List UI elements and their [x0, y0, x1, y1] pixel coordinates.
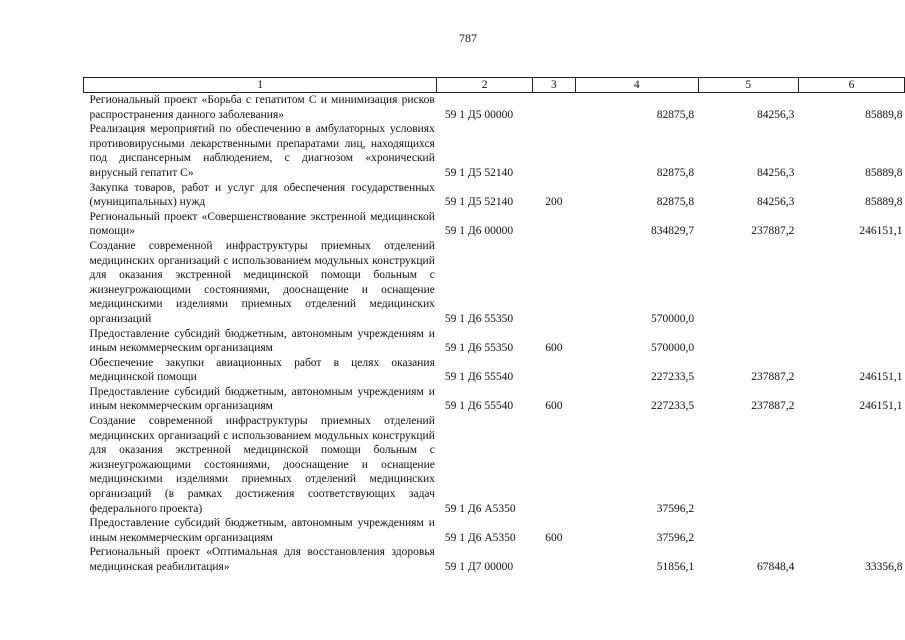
- row-code: 59 1 Д6 55350: [444, 312, 514, 325]
- table-row: [84, 327, 905, 356]
- table-row: [84, 122, 905, 180]
- row-value-3: [798, 414, 904, 516]
- row-value-2: [698, 516, 798, 545]
- table-row: [84, 239, 905, 327]
- row-value-3: 85889,8: [865, 196, 903, 209]
- row-value-1: 82875,8: [656, 108, 695, 121]
- page-number: 787: [459, 31, 477, 45]
- row-code: 59 1 Д6 55540: [444, 371, 514, 384]
- row-code: 59 1 Д6 А5350: [444, 531, 516, 544]
- header-col-6: 6: [798, 78, 904, 93]
- row-value-3: 85889,8: [865, 166, 903, 179]
- row-value-2: [698, 414, 798, 516]
- row-value-1: 570000,0: [650, 342, 695, 355]
- row-value-2: [698, 239, 798, 327]
- row-value-1: 227233,5: [650, 400, 695, 413]
- row-vr: [532, 545, 575, 574]
- table-header-row: [84, 78, 905, 93]
- row-name: Реализация мероприятий по обеспечению в амбулаторных условиях противовирусными лекарственными препаратами лиц, находящихся под диспансерным наблюдением, с диагнозом «хронический вирусный гепатит С»: [89, 123, 435, 179]
- row-name: Обеспечение закупки авиационных работ в целях оказания медицинской помощи: [89, 356, 435, 384]
- row-value-1: 37596,2: [656, 531, 695, 544]
- row-vr: 600: [545, 400, 563, 413]
- row-vr: [532, 210, 575, 239]
- row-value-3: [798, 327, 904, 356]
- row-code: 59 1 Д5 00000: [444, 108, 514, 121]
- row-vr: 600: [545, 531, 563, 544]
- table-row: [84, 545, 905, 574]
- table-row: [84, 385, 905, 414]
- row-value-1: 227233,5: [650, 371, 695, 384]
- row-value-1: 51856,1: [656, 561, 695, 573]
- row-vr: [532, 414, 575, 516]
- row-code: 59 1 Д7 00000: [444, 561, 514, 573]
- row-value-1: 570000,0: [650, 312, 695, 325]
- row-value-2: 237887,2: [751, 371, 795, 384]
- row-value-2: 84256,3: [757, 166, 795, 179]
- row-code: 59 1 Д5 52140: [444, 166, 514, 179]
- row-value-2: 84256,3: [757, 196, 795, 209]
- header-col-1: 1: [84, 78, 437, 93]
- row-value-3: 246151,1: [859, 225, 903, 238]
- row-name: Предоставление субсидий бюджетным, автономным учреждениям и иным некоммерческим организациям: [89, 385, 435, 413]
- row-vr: [532, 356, 575, 385]
- table-row: [84, 210, 905, 239]
- row-value-2: [698, 327, 798, 356]
- row-vr: [532, 122, 575, 180]
- row-value-3: 246151,1: [859, 371, 903, 384]
- row-name: Создание современной инфраструктуры приемных отделений медицинских организаций с использованием модульных конструкций для оказания экстренной медицинской помощи больным с жизнеугрожающими состояниями, дооснащение и оснащение медицинскими изделиями приемных отделений медицинских организаций (в рамках достижения соответствующих задач федерального проекта): [89, 415, 435, 515]
- row-vr: 600: [545, 342, 563, 355]
- budget-table: [83, 77, 905, 575]
- row-vr: [532, 93, 575, 123]
- table-row: [84, 516, 905, 545]
- row-name: Региональный проект «Оптимальная для восстановления здоровья медицинская реабилитация»: [89, 546, 435, 573]
- row-value-3: 33356,8: [865, 561, 903, 573]
- header-col-3: 3: [532, 78, 575, 93]
- row-name: Закупка товаров, работ и услуг для обеспечения государственных (муниципальных) нужд: [89, 181, 435, 209]
- row-value-3: 85889,8: [865, 108, 903, 121]
- row-value-1: 82875,8: [656, 166, 695, 179]
- row-value-3: 246151,1: [859, 400, 903, 413]
- row-value-1: 834829,7: [650, 225, 695, 238]
- row-value-1: 82875,8: [656, 196, 695, 209]
- row-vr: 200: [545, 196, 563, 209]
- row-name: Региональный проект «Борьба с гепатитом С и минимизация рисков распространения данного заболевания»: [89, 94, 435, 121]
- row-code: 59 1 Д6 00000: [444, 225, 514, 238]
- header-col-5: 5: [698, 78, 798, 93]
- row-code: 59 1 Д6 55350: [444, 342, 514, 355]
- row-code: 59 1 Д6 55540: [444, 400, 514, 413]
- header-col-2: 2: [437, 78, 532, 93]
- row-name: Создание современной инфраструктуры приемных отделений медицинских организаций с использованием модульных конструкций для оказания экстренной медицинской помощи больным с жизнеугрожающими состояниями, дооснащение и оснащение медицинскими изделиями приемных отделений медицинских организаций: [89, 239, 435, 325]
- row-value-2: 84256,3: [757, 108, 795, 121]
- row-code: 59 1 Д6 А5350: [444, 502, 516, 515]
- row-value-2: 237887,2: [751, 400, 795, 413]
- table-row: [84, 414, 905, 516]
- row-value-3: [798, 516, 904, 545]
- row-name: Предоставление субсидий бюджетным, автономным учреждениям и иным некоммерческим организациям: [89, 517, 435, 544]
- row-vr: [532, 239, 575, 327]
- table-row: [84, 356, 905, 385]
- row-name: Региональный проект «Совершенствование экстренной медицинской помощи»: [89, 210, 435, 238]
- table-row: [84, 93, 905, 123]
- row-value-2: 67848,4: [757, 561, 795, 573]
- row-name: Предоставление субсидий бюджетным, автономным учреждениям и иным некоммерческим организациям: [89, 327, 435, 355]
- table-row: [84, 181, 905, 210]
- row-code: 59 1 Д5 52140: [444, 196, 514, 209]
- row-value-2: 237887,2: [751, 225, 795, 238]
- header-col-4: 4: [576, 78, 699, 93]
- row-value-3: [798, 239, 904, 327]
- row-value-1: 37596,2: [656, 502, 695, 515]
